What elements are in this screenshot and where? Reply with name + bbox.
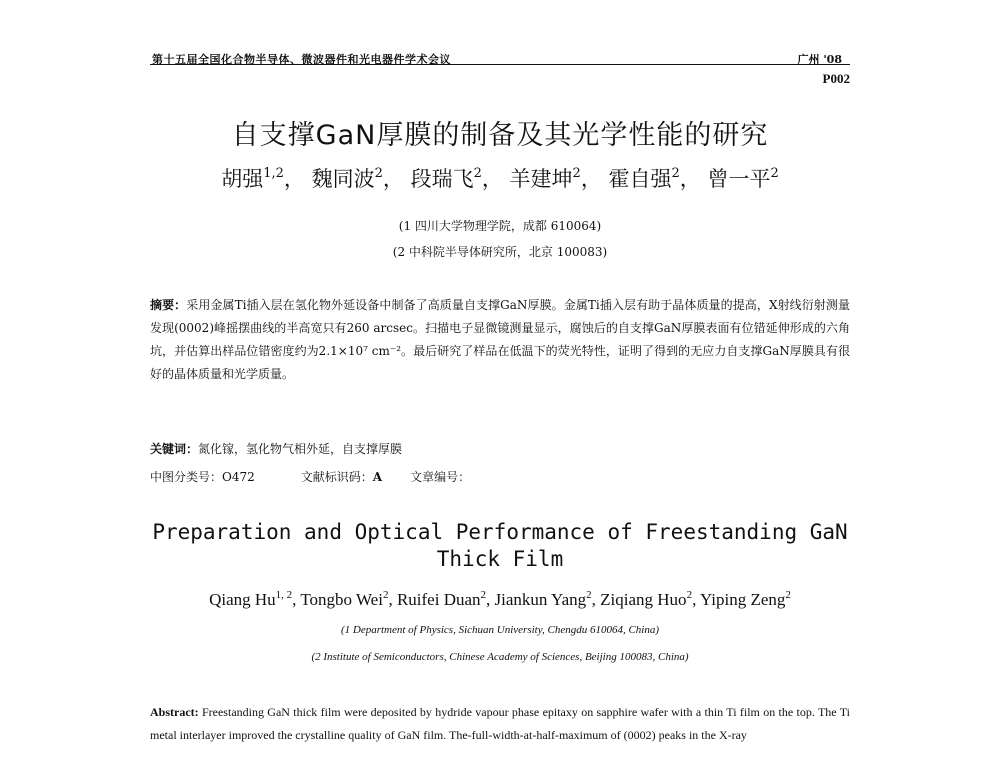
author-en-6: Yiping Zeng$^2$ [699,589,791,609]
abstract-chinese [150,294,850,386]
title-english [0,519,1000,573]
abstract-english [150,701,850,747]
keywords-chinese [150,440,402,457]
running-header-location-year: 广州 '08 [797,53,842,66]
author-cn-6: 曾一平$^2$ [707,166,779,191]
title-en-line-1: Preparation and Optical Performance of Freestanding GaN [152,520,848,544]
clc-value: O472 [222,470,255,484]
running-header-conference: 第十五届全国化合物半导体、微波器件和光电器件学术会议 [152,53,451,66]
author-en-5: Ziqiang Huo$^2$, [600,589,700,609]
article-no-label: 文章编号： [410,470,471,484]
author-cn-4: 羊建坤$^2$， [509,166,602,191]
author-en-4: Jiankun Yang$^2$, [494,589,601,609]
clc-label: 中图分类号： [150,470,223,484]
author-cn-1: 胡强$^{1,2}$， [221,166,305,191]
abstract-en-label: Abstract: [150,705,199,719]
keywords-cn-text: 氮化镓，氢化物气相外延，自支撑厚膜 [198,442,403,456]
abstract-cn-text: 采用金属Ti插入层在氢化物外延设备中制备了高质量自支撑GaN厚膜。金属Ti插入层有助于晶体质量的提高，X射线衍射测量发现(0002)峰摇摆曲线的半高宽只有260 arcsec。扫描电子显微镜测量显示，腐蚀后的自支撑GaN厚膜表面有位错延伸形成的六角坑，并估算出样品位错密度约为2.1×10⁷ cm⁻²。最后研究了样品在低温下的荧光特性，证明了得到的无应力自支撑GaN厚膜具有很好的晶体质量和光学质量。 [150,298,850,381]
classification-line [150,468,470,485]
authors-chinese [0,163,1000,193]
keywords-cn-label: 关键词： [150,442,199,456]
title-en-line-2: Thick Film [436,547,564,571]
author-cn-2: 魏同波$^2$， [311,166,404,191]
author-cn-3: 段瑞飞$^2$， [410,166,503,191]
affiliation-cn-1: (1 四川大学物理学院，成都 610064) [398,219,602,233]
author-cn-5: 霍自强$^2$， [608,166,701,191]
affiliation-cn-2: (2 中科院半导体研究所，北京 100083) [392,245,608,259]
author-en-2: Tongbo Wei$^2$, [300,589,397,609]
doc-code-value: A [372,470,383,484]
paper-id: P002 [822,71,850,86]
author-en-1: Qiang Hu$^{1, 2}$, [209,589,301,609]
affiliation-en-2: (2 Institute of Semiconductors, Chinese Academy of Sciences, Beijing 100083, China) [311,651,689,663]
doc-code-label: 文献标识码： [300,470,373,484]
authors-english [0,589,1000,610]
header-rule [150,64,850,65]
author-en-3: Ruifei Duan$^2$, [396,589,495,609]
title-chinese: 自支撑GaN厚膜的制备及其光学性能的研究 [231,120,769,151]
abstract-en-text: Freestanding GaN thick film were deposited by hydride vapour phase epitaxy on sapphire wafer with a thin Ti film on the top. The Ti metal interlayer improved the crystalline quality of GaN film. The-full-width-at-half-maximum of (0002) peaks in the X-ray [150,705,850,742]
abstract-cn-label: 摘要： [150,298,187,312]
affiliation-en-1: (1 Department of Physics, Sichuan University, Chengdu 610064, China) [340,624,660,636]
